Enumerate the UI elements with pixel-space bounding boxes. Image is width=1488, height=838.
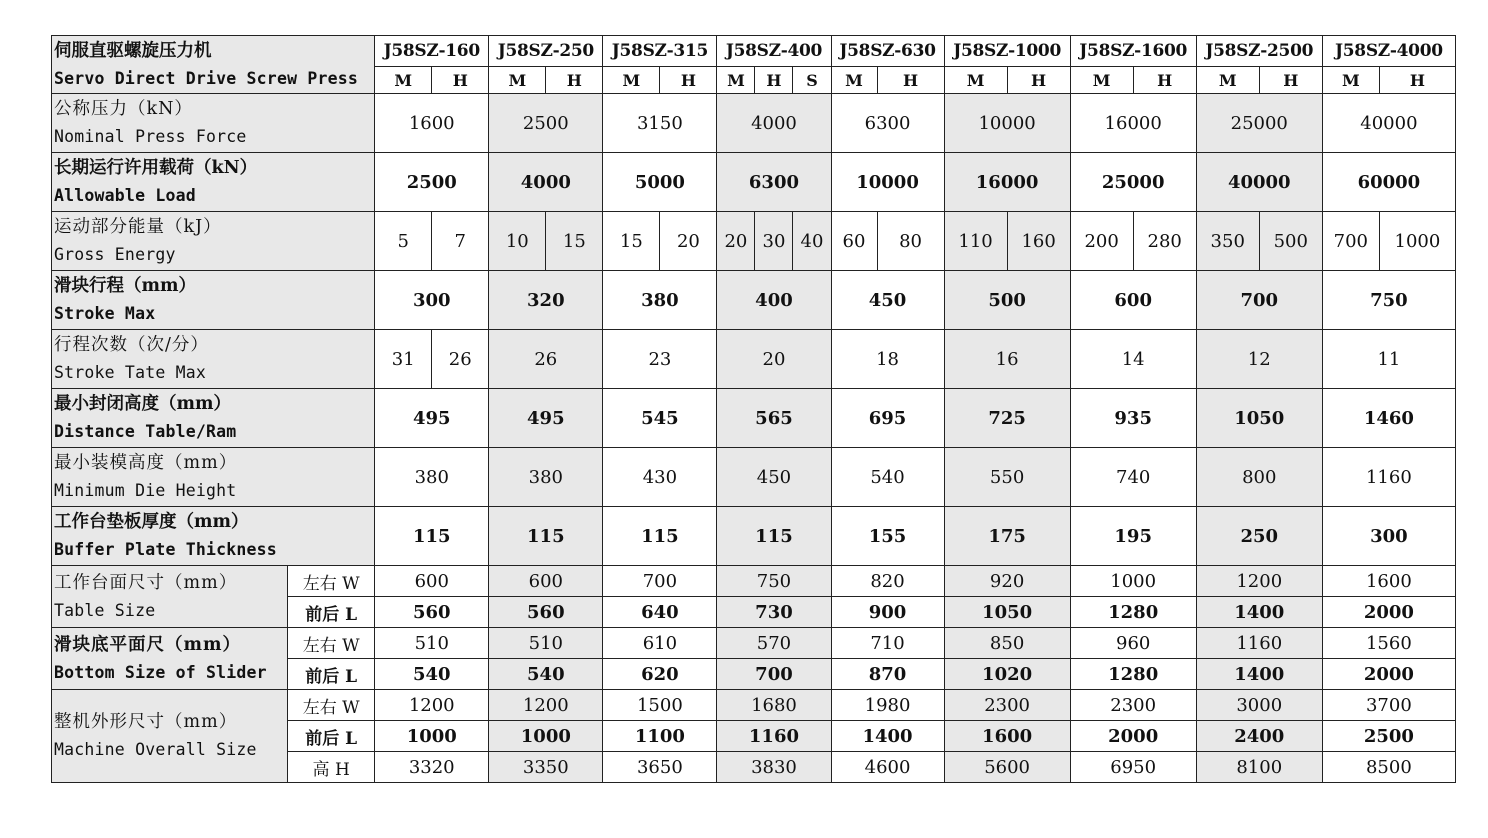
value-cell: 2500: [1322, 721, 1455, 752]
spec-table: [51, 35, 1456, 783]
value-cell: 380: [603, 271, 717, 330]
value-cell: 3150: [603, 94, 717, 153]
value-cell: 820: [831, 566, 944, 597]
value-cell: 115: [603, 507, 717, 566]
label-cn: 运动部分能量（kJ）: [54, 217, 222, 237]
value-cell: 600: [489, 566, 603, 597]
dimension-label: 左右 W: [288, 566, 375, 597]
value-cell: 25000: [1070, 153, 1196, 212]
row-label: [52, 628, 288, 690]
value-cell: 200: [1070, 212, 1133, 271]
label-cn: 滑块底平面尺（mm）: [54, 634, 242, 655]
label-en: Bottom Size of Slider: [54, 662, 267, 682]
value-cell: 1980: [831, 690, 944, 721]
value-cell: 320: [489, 271, 603, 330]
row-label: [52, 330, 375, 389]
value-cell: 20: [717, 212, 755, 271]
value-cell: 10: [489, 212, 546, 271]
value-cell: 1160: [1322, 448, 1455, 507]
value-cell: 495: [375, 389, 489, 448]
row-gross-energy: [52, 212, 1456, 271]
row-label: [52, 566, 288, 628]
variant-label: M: [375, 67, 432, 94]
value-cell: 155: [831, 507, 944, 566]
value-cell: 550: [944, 448, 1070, 507]
value-cell: 700: [603, 566, 717, 597]
variant-label: H: [546, 67, 603, 94]
label-en: Distance Table/Ram: [54, 422, 237, 441]
label-en: Machine Overall Size: [54, 740, 257, 759]
label-en: Stroke Max: [54, 304, 156, 323]
value-cell: 1020: [944, 659, 1070, 690]
row-min-die-height: [52, 448, 1456, 507]
value-cell: 11: [1322, 330, 1455, 389]
value-cell: 1000: [1070, 566, 1196, 597]
row-distance-table-ram: [52, 389, 1456, 448]
value-cell: 18: [831, 330, 944, 389]
value-cell: 960: [1070, 628, 1196, 659]
value-cell: 280: [1133, 212, 1196, 271]
variant-label: H: [1007, 67, 1070, 94]
value-cell: 23: [603, 330, 717, 389]
row-nominal-force: [52, 94, 1456, 153]
value-cell: 640: [603, 597, 717, 628]
model-header: J58SZ-4000: [1322, 36, 1455, 67]
table-title-cn: 伺服直驱螺旋压力机: [54, 40, 212, 61]
value-cell: 935: [1070, 389, 1196, 448]
row-label: [52, 507, 375, 566]
value-cell: 16000: [944, 153, 1070, 212]
row-buffer-plate: [52, 507, 1456, 566]
value-cell: 3320: [375, 752, 489, 783]
value-cell: 10000: [831, 153, 944, 212]
value-cell: 730: [717, 597, 831, 628]
value-cell: 700: [717, 659, 831, 690]
value-cell: 1400: [831, 721, 944, 752]
value-cell: 110: [944, 212, 1007, 271]
value-cell: 195: [1070, 507, 1196, 566]
model-header: J58SZ-630: [831, 36, 944, 67]
value-cell: 700: [1196, 271, 1322, 330]
value-cell: 560: [489, 597, 603, 628]
model-header: J58SZ-400: [717, 36, 831, 67]
row-stroke-max: [52, 271, 1456, 330]
value-cell: 1100: [603, 721, 717, 752]
value-cell: 850: [944, 628, 1070, 659]
label-cn: 最小封闭高度（mm）: [54, 394, 232, 414]
value-cell: 175: [944, 507, 1070, 566]
value-cell: 560: [375, 597, 489, 628]
dimension-label: 前后 L: [288, 597, 375, 628]
value-cell: 570: [717, 628, 831, 659]
value-cell: 115: [717, 507, 831, 566]
variant-label: M: [1196, 67, 1259, 94]
model-header: J58SZ-1000: [944, 36, 1070, 67]
value-cell: 565: [717, 389, 831, 448]
value-cell: 1560: [1322, 628, 1455, 659]
value-cell: 8100: [1196, 752, 1322, 783]
value-cell: 450: [831, 271, 944, 330]
value-cell: 4000: [717, 94, 831, 153]
variant-label: M: [1322, 67, 1379, 94]
value-cell: 1160: [717, 721, 831, 752]
dimension-label: 左右 W: [288, 690, 375, 721]
value-cell: 3000: [1196, 690, 1322, 721]
value-cell: 14: [1070, 330, 1196, 389]
value-cell: 20: [660, 212, 717, 271]
value-cell: 1280: [1070, 659, 1196, 690]
label-cn: 工作台垫板厚度（mm）: [54, 512, 249, 532]
value-cell: 750: [717, 566, 831, 597]
value-cell: 6950: [1070, 752, 1196, 783]
variant-label: M: [944, 67, 1007, 94]
value-cell: 40: [793, 212, 831, 271]
value-cell: 740: [1070, 448, 1196, 507]
value-cell: 2000: [1070, 721, 1196, 752]
row-stroke-rate: [52, 330, 1456, 389]
table-title-cell: [52, 36, 375, 94]
value-cell: 610: [603, 628, 717, 659]
variant-label: M: [603, 67, 660, 94]
value-cell: 160: [1007, 212, 1070, 271]
value-cell: 1400: [1196, 597, 1322, 628]
value-cell: 8500: [1322, 752, 1455, 783]
variant-label: H: [877, 67, 944, 94]
value-cell: 60: [831, 212, 877, 271]
model-header: J58SZ-315: [603, 36, 717, 67]
label-cn: 长期运行许用载荷（kN）: [54, 158, 258, 178]
value-cell: 540: [375, 659, 489, 690]
row-allowable-load: [52, 153, 1456, 212]
value-cell: 2300: [1070, 690, 1196, 721]
variant-label: H: [755, 67, 793, 94]
table-title-en: Servo Direct Drive Screw Press: [54, 68, 359, 88]
variant-label: M: [489, 67, 546, 94]
row-slider-bottom-w: [52, 628, 1456, 659]
label-cn: 工作台面尺寸（mm）: [54, 572, 238, 593]
label-cn: 行程次数（次/分）: [54, 335, 209, 355]
value-cell: 16000: [1070, 94, 1196, 153]
value-cell: 620: [603, 659, 717, 690]
value-cell: 1000: [375, 721, 489, 752]
value-cell: 725: [944, 389, 1070, 448]
variant-label: H: [660, 67, 717, 94]
value-cell: 1600: [1322, 566, 1455, 597]
dimension-label: 左右 W: [288, 628, 375, 659]
value-cell: 300: [375, 271, 489, 330]
value-cell: 2300: [944, 690, 1070, 721]
value-cell: 540: [831, 448, 944, 507]
value-cell: 3350: [489, 752, 603, 783]
value-cell: 12: [1196, 330, 1322, 389]
label-en: Buffer Plate Thickness: [54, 540, 277, 559]
value-cell: 920: [944, 566, 1070, 597]
variant-label: H: [1259, 67, 1322, 94]
value-cell: 380: [489, 448, 603, 507]
row-label: [52, 448, 375, 507]
value-cell: 495: [489, 389, 603, 448]
row-overall-size-w: [52, 690, 1456, 721]
value-cell: 80: [877, 212, 944, 271]
value-cell: 1160: [1196, 628, 1322, 659]
variant-label: S: [793, 67, 831, 94]
value-cell: 250: [1196, 507, 1322, 566]
label-cn: 公称压力（kN）: [54, 99, 193, 119]
row-label: [52, 153, 375, 212]
value-cell: 1200: [375, 690, 489, 721]
row-label: [52, 94, 375, 153]
value-cell: 500: [944, 271, 1070, 330]
model-header: J58SZ-160: [375, 36, 489, 67]
value-cell: 1280: [1070, 597, 1196, 628]
value-cell: 30: [755, 212, 793, 271]
value-cell: 31: [375, 330, 432, 389]
row-label: [52, 690, 288, 783]
value-cell: 710: [831, 628, 944, 659]
value-cell: 1400: [1196, 659, 1322, 690]
value-cell: 4600: [831, 752, 944, 783]
value-cell: 510: [489, 628, 603, 659]
value-cell: 900: [831, 597, 944, 628]
value-cell: 26: [432, 330, 489, 389]
row-label: [52, 212, 375, 271]
value-cell: 3700: [1322, 690, 1455, 721]
label-en: Nominal Press Force: [54, 127, 247, 146]
model-header: J58SZ-250: [489, 36, 603, 67]
label-en: Minimum Die Height: [54, 481, 237, 500]
value-cell: 7: [432, 212, 489, 271]
value-cell: 540: [489, 659, 603, 690]
label-cn: 滑块行程（mm）: [54, 276, 197, 296]
value-cell: 545: [603, 389, 717, 448]
value-cell: 510: [375, 628, 489, 659]
value-cell: 400: [717, 271, 831, 330]
value-cell: 600: [375, 566, 489, 597]
value-cell: 1200: [489, 690, 603, 721]
model-header: J58SZ-1600: [1070, 36, 1196, 67]
value-cell: 1050: [944, 597, 1070, 628]
value-cell: 1460: [1322, 389, 1455, 448]
variant-label: M: [717, 67, 755, 94]
value-cell: 695: [831, 389, 944, 448]
value-cell: 40000: [1196, 153, 1322, 212]
value-cell: 380: [375, 448, 489, 507]
value-cell: 6300: [717, 153, 831, 212]
value-cell: 5600: [944, 752, 1070, 783]
value-cell: 40000: [1322, 94, 1455, 153]
value-cell: 500: [1259, 212, 1322, 271]
value-cell: 5000: [603, 153, 717, 212]
value-cell: 700: [1322, 212, 1379, 271]
value-cell: 2000: [1322, 597, 1455, 628]
value-cell: 750: [1322, 271, 1455, 330]
variant-label: H: [1133, 67, 1196, 94]
value-cell: 450: [717, 448, 831, 507]
row-label: [52, 389, 375, 448]
value-cell: 15: [603, 212, 660, 271]
value-cell: 1600: [375, 94, 489, 153]
value-cell: 800: [1196, 448, 1322, 507]
value-cell: 1050: [1196, 389, 1322, 448]
value-cell: 5: [375, 212, 432, 271]
label-en: Table Size: [54, 600, 156, 620]
variant-label: M: [1070, 67, 1133, 94]
row-label: [52, 271, 375, 330]
label-en: Allowable Load: [54, 186, 196, 205]
value-cell: 20: [717, 330, 831, 389]
value-cell: 3830: [717, 752, 831, 783]
label-en: Stroke Tate Max: [54, 363, 207, 382]
row-table-size-w: [52, 566, 1456, 597]
value-cell: 16: [944, 330, 1070, 389]
value-cell: 60000: [1322, 153, 1455, 212]
value-cell: 10000: [944, 94, 1070, 153]
model-header: J58SZ-2500: [1196, 36, 1322, 67]
label-cn: 最小装模高度（mm）: [54, 453, 238, 473]
value-cell: 15: [546, 212, 603, 271]
value-cell: 350: [1196, 212, 1259, 271]
variant-label: H: [1379, 67, 1455, 94]
variant-label: M: [831, 67, 877, 94]
value-cell: 4000: [489, 153, 603, 212]
value-cell: 870: [831, 659, 944, 690]
value-cell: 2000: [1322, 659, 1455, 690]
value-cell: 2500: [375, 153, 489, 212]
value-cell: 25000: [1196, 94, 1322, 153]
value-cell: 430: [603, 448, 717, 507]
value-cell: 26: [489, 330, 603, 389]
label-cn: 整机外形尺寸（mm）: [54, 712, 238, 732]
value-cell: 1680: [717, 690, 831, 721]
value-cell: 2500: [489, 94, 603, 153]
value-cell: 300: [1322, 507, 1455, 566]
value-cell: 3650: [603, 752, 717, 783]
value-cell: 115: [375, 507, 489, 566]
value-cell: 2400: [1196, 721, 1322, 752]
value-cell: 6300: [831, 94, 944, 153]
dimension-label: 前后 L: [288, 721, 375, 752]
dimension-label: 前后 L: [288, 659, 375, 690]
value-cell: 1000: [1379, 212, 1455, 271]
value-cell: 600: [1070, 271, 1196, 330]
label-en: Gross Energy: [54, 245, 176, 264]
variant-label: H: [432, 67, 489, 94]
value-cell: 115: [489, 507, 603, 566]
value-cell: 1200: [1196, 566, 1322, 597]
model-header-row: [52, 36, 1456, 67]
value-cell: 1000: [489, 721, 603, 752]
value-cell: 1500: [603, 690, 717, 721]
value-cell: 1600: [944, 721, 1070, 752]
dimension-label: 高 H: [288, 752, 375, 783]
